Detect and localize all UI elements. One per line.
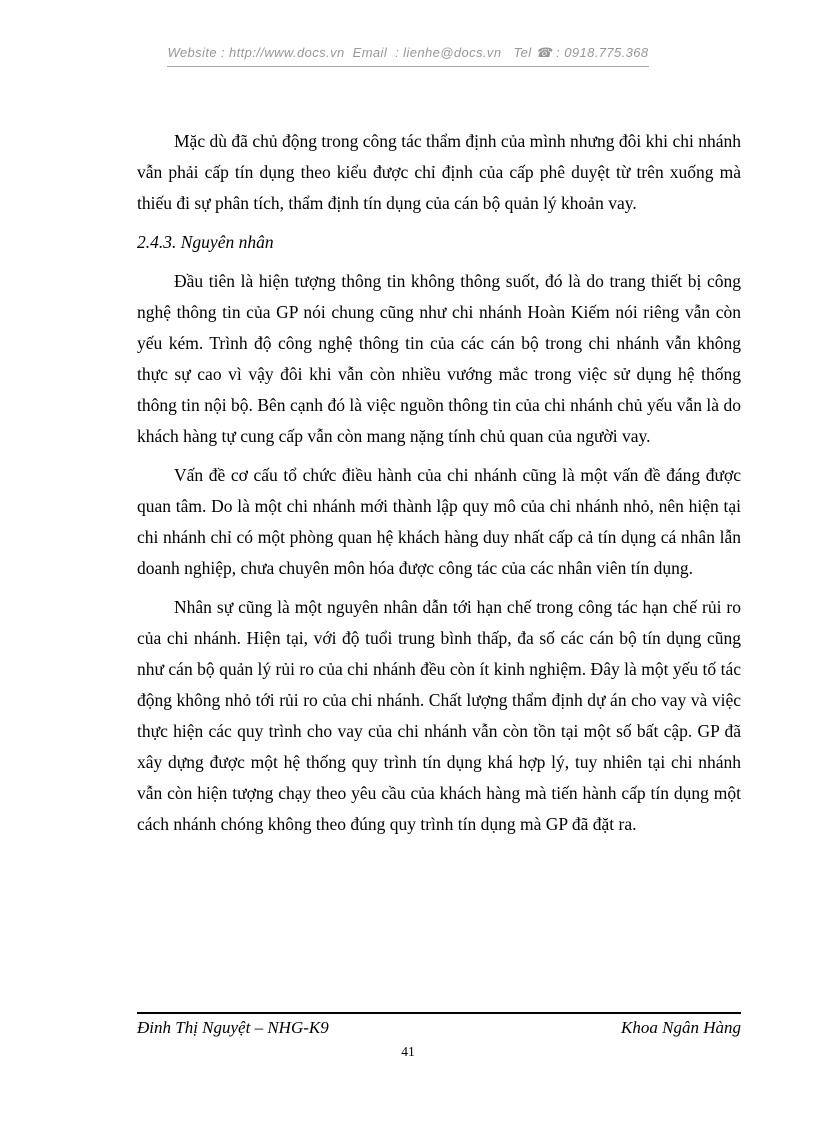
header-contact-text: Website : http://www.docs.vn Email : lienhe@docs.vn Tel ☎ : 0918.775.368 [167, 45, 648, 67]
paragraph: Nhân sự cũng là một nguyên nhân dẫn tới hạn chế trong công tác hạn chế rủi ro của chi nhánh. Hiện tại, với độ tuổi trung bình thấp, đa số các cán bộ tín dụng cũng như cán bộ quản lý rủi ro của chi nhánh đều còn ít kinh nghiệm. Đây là một yếu tố tác động không nhỏ tới rủi ro của chi nhánh. Chất lượng thẩm định dự án cho vay và việc thực hiện các quy trình cho vay của chi nhánh vẫn còn tồn tại một số bất cập. GP đã xây dựng được một hệ thống quy trình tín dụng khá hợp lý, tuy nhiên tại chi nhánh vẫn còn hiện tượng chạy theo yêu cầu của khách hàng mà tiến hành cấp tín dụng một cách nhánh chóng không theo đúng quy trình tín dụng mà GP đã đặt ra. [137, 597, 741, 834]
paragraph: Đầu tiên là hiện tượng thông tin không thông suốt, đó là do trang thiết bị công nghệ thông tin của GP nói chung cũng như chi nhánh Hoàn Kiếm nói riêng vẫn còn yếu kém. Trình độ công nghệ thông tin của các cán bộ trong chi nhánh vẫn không thực sự cao vì vậy đôi khi vẫn còn nhiều vướng mắc trong việc sử dụng hệ thống thông tin nội bộ. Bên cạnh đó là việc nguồn thông tin của chi nhánh chủ yếu vẫn là do khách hàng tự cung cấp vẫn còn mang nặng tính chủ quan của người vay. [137, 271, 741, 446]
page-number: 41 [401, 1044, 415, 1059]
paragraph: Mặc dù đã chủ động trong công tác thẩm định của mình nhưng đôi khi chi nhánh vẫn phải cấp tín dụng theo kiểu được chỉ định của cấp phê duyệt từ trên xuống mà thiếu đi sự phân tích, thẩm định tín dụng của cán bộ quản lý khoản vay. [137, 131, 741, 213]
footer-author: Đinh Thị Nguyệt – NHG-K9 [137, 1018, 329, 1037]
paragraph: Vấn đề cơ cấu tổ chức điều hành của chi nhánh cũng là một vấn đề đáng được quan tâm. Do là một chi nhánh mới thành lập quy mô của chi nhánh nhỏ, nên hiện tại chi nhánh chỉ có một phòng quan hệ khách hàng duy nhất cấp cả tín dụng cá nhân lẫn doanh nghiệp, chưa chuyên môn hóa được công tác của các nhân viên tín dụng. [137, 465, 741, 578]
document-body [137, 126, 741, 848]
page-header [0, 44, 816, 67]
page-footer [137, 1012, 741, 1038]
section-heading: 2.4.3. Nguyên nhân [137, 232, 274, 252]
footer-department: Khoa Ngân Hàng [621, 1018, 741, 1037]
